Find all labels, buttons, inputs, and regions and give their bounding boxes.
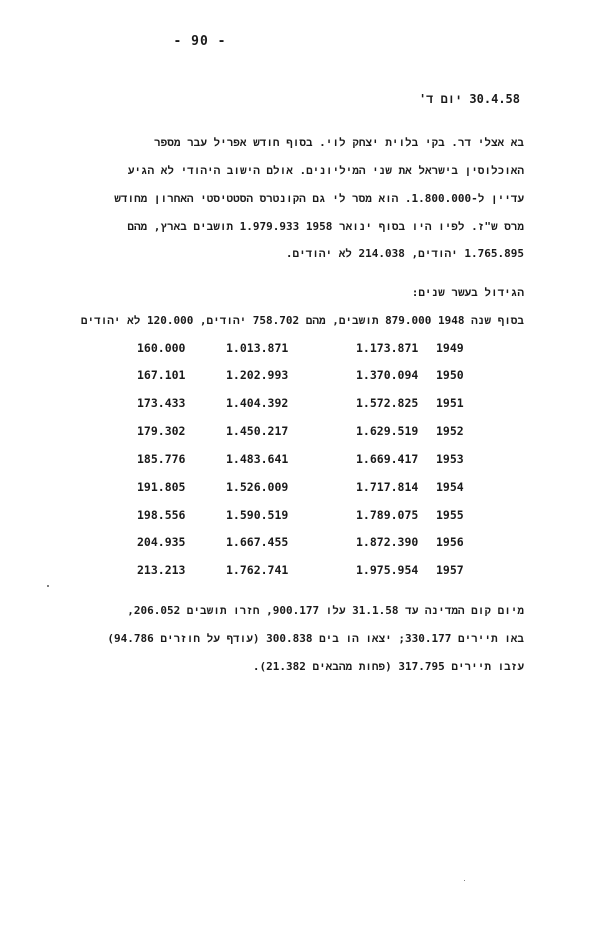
jews-cell: 1.526.009: [226, 480, 289, 494]
table-row: [0, 368, 600, 386]
year-cell: 1950: [436, 368, 464, 382]
date-line: 30.4.58 יום ד': [418, 92, 520, 106]
non-jews-cell: 167.101: [137, 368, 186, 382]
footer-line-1: מיום קום המדינה עד 31.1.58 עלו 900.177, חזרו תושבים 206.052,: [127, 604, 524, 617]
year-cell: 1949: [436, 341, 464, 355]
jews-cell: 1.404.392: [226, 396, 289, 410]
non-jews-cell: 179.302: [137, 424, 186, 438]
table-row: [0, 563, 600, 581]
non-jews-cell: 198.556: [137, 508, 186, 522]
jews-cell: 1.450.217: [226, 424, 289, 438]
non-jews-cell: 173.433: [137, 396, 186, 410]
jews-cell: 1.202.993: [226, 368, 289, 382]
jews-cell: 1.483.641: [226, 452, 289, 466]
table-row: [0, 424, 600, 442]
total-cell: 1.717.814: [356, 480, 419, 494]
scan-speck: [47, 585, 49, 587]
total-cell: 1.669.417: [356, 452, 419, 466]
non-jews-cell: 185.776: [137, 452, 186, 466]
footer-line-3: עזבו תיירים 317.795 (פחות מהבאים 21.382).: [252, 660, 524, 673]
non-jews-cell: 213.213: [137, 563, 186, 577]
non-jews-cell: 160.000: [137, 341, 186, 355]
footer-line-2: באו תיירים 330.177; יצאו הו בים 300.838 (עודף על חוזרים 94.786): [107, 632, 524, 645]
total-cell: 1.370.094: [356, 368, 419, 382]
table-row: [0, 508, 600, 526]
table-row: [0, 535, 600, 553]
paragraph-line-1: בא אצלי דר. בקי בלוית יצחק לוי. בסוף חודש אפריל עבר מספר: [154, 136, 524, 149]
year-cell: 1954: [436, 480, 464, 494]
non-jews-cell: 191.805: [137, 480, 186, 494]
table-first-row: בסוף שנה 1948 879.000 תושבים, מהם 758.702 יהודים, 120.000 לא יהודים: [80, 314, 524, 327]
jews-cell: 1.590.519: [226, 508, 289, 522]
page-number: - 90 -: [173, 34, 227, 49]
total-cell: 1.975.954: [356, 563, 419, 577]
year-cell: 1953: [436, 452, 464, 466]
year-cell: 1957: [436, 563, 464, 577]
paragraph-line-2: האוכלוסין בישראל את שני המיליונים. אולם הישוב היהודי לא הגיע: [127, 164, 524, 177]
table-row: [0, 452, 600, 470]
total-cell: 1.789.075: [356, 508, 419, 522]
paragraph-line-5: 1.765.895 יהודים, 214.038 לא יהודים.: [285, 247, 524, 260]
table-row: [0, 480, 600, 498]
table-row: [0, 341, 600, 359]
scan-speck: [464, 880, 465, 881]
table-row: [0, 396, 600, 414]
paragraph-line-4: מרס ש"ז. לפיו היו בסוף ינואר 1958 1.979.933 תושבים בארץ, מהם: [127, 220, 524, 233]
year-cell: 1955: [436, 508, 464, 522]
non-jews-cell: 204.935: [137, 535, 186, 549]
table-heading: הגידול בעשר שנים:: [411, 286, 524, 299]
year-cell: 1956: [436, 535, 464, 549]
jews-cell: 1.762.741: [226, 563, 289, 577]
jews-cell: 1.667.455: [226, 535, 289, 549]
jews-cell: 1.013.871: [226, 341, 289, 355]
total-cell: 1.572.825: [356, 396, 419, 410]
total-cell: 1.629.519: [356, 424, 419, 438]
total-cell: 1.872.390: [356, 535, 419, 549]
year-cell: 1951: [436, 396, 464, 410]
paragraph-line-3: עדיין ל-1.800.000. הוא מסר לי גם הקונטרס הסטטיסטי האחרון מחודש: [114, 192, 524, 205]
total-cell: 1.173.871: [356, 341, 419, 355]
year-cell: 1952: [436, 424, 464, 438]
